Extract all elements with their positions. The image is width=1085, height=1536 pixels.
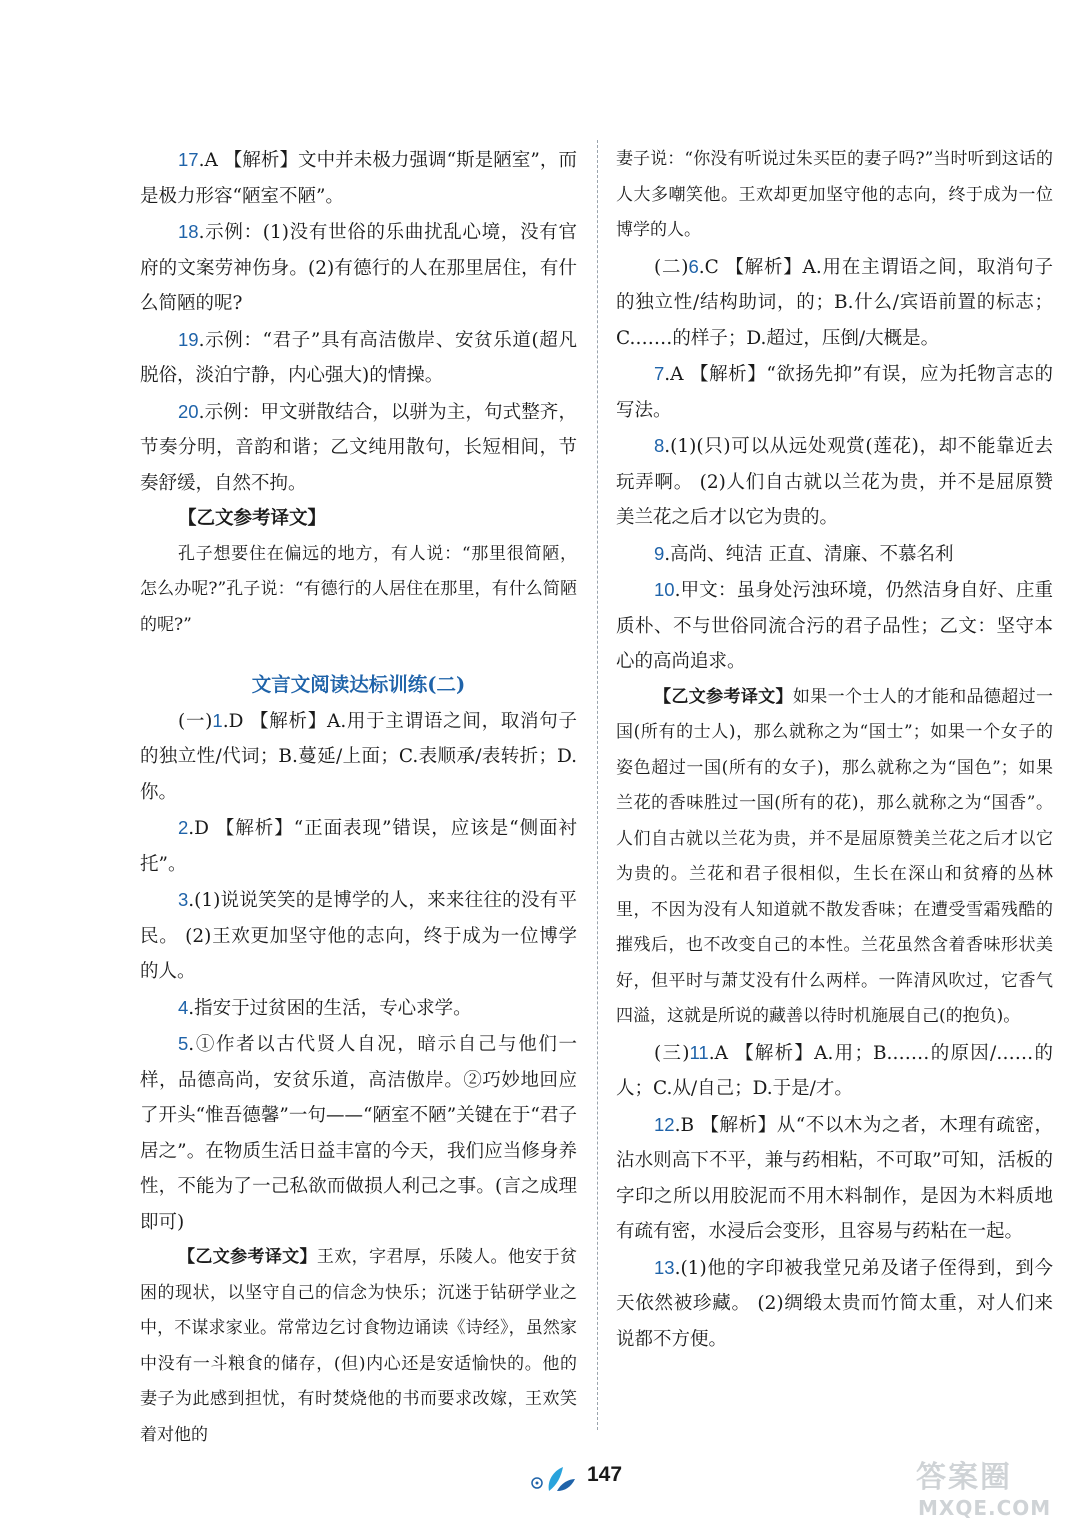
leaf-logo-icon (527, 1463, 577, 1499)
answer-20: 20.示例：甲文骈散结合，以骈为主，句式整齐，节奏分明，音韵和谐；乙文纯用散句，长短相间，节奏舒缓，自然不拘。 (140, 400, 577, 494)
watermark-url: MXQE.COM (918, 1496, 1052, 1520)
answer-4: 4.指安于过贫困的生活，专心求学。 (178, 996, 472, 1019)
answer-19: 19.示例：“君子”具有高洁傲岸、安贫乐道(超凡脱俗，淡泊宁静，内心强大)的情操。 (140, 328, 577, 386)
answer-9: 9.高尚、纯洁 正直、清廉、不慕名利 (654, 542, 954, 565)
answer-12: 12.B 【解析】从“不以木为之者，木理有疏密，沾水则高下不平，兼与药相粘，不可取”可知，活板的字印之所以用胶泥而不用木料制作，是因为木料质地有疏有密，水浸后会变形，且容易与药粘在一起。 (616, 1113, 1053, 1242)
watermark-text: 答案圈 (916, 1460, 1012, 1495)
answer-6: (二)6.C 【解析】A.用在主谓语之间，取消句子的独立性/结构助词，的；B.什么/宾语前置的标志；C.……的样子；D.超过，压倒/大概是。 (616, 255, 1053, 349)
page-number: 147 (587, 1463, 623, 1486)
left-column (140, 142, 577, 1453)
answer-10: 10.甲文：虽身处污浊环境，仍然洁身自好、庄重质朴、不与世俗同流合污的君子品性；乙文：坚守本心的高尚追求。 (616, 579, 1053, 672)
translation-text-2-cont: 妻子说：“你没有听说过朱买臣的妻子吗?”当时听到这话的人大多嘲笑他。王欢却更加坚守他的志向，终于成为一位博学的人。 (616, 149, 1053, 240)
answer-11: (三)11.A 【解析】A.用；B.……的原因/……的人；C.从/自己；D.于是/才。 (616, 1041, 1054, 1099)
right-column (616, 142, 1053, 1357)
column-divider (597, 140, 598, 1430)
translation-text-1: 孔子想要住在偏远的地方，有人说：“那里很简陋，怎么办呢?”孔子说：“有德行的人居住在那里，有什么简陋的呢?” (140, 543, 577, 635)
translation-text-3: 【乙文参考译文】如果一个士人的才能和品德超过一国(所有的士人)，那么就称之为“国士”；如果一个女子的姿色超过一国(所有的女子)，那么就称之为“国色”；如果兰花的香味胜过一国(所有的花)，那么就称之为“国香”。人们自古就以兰花为贵，并不是屈原赞美兰花之后才以它为贵的。兰花和君子很相似，生长在深山和贫瘠的丛林里，不因为没有人知道就不散发香味；在遭受雪霜残酷的摧残后，也不改变自己的本性。兰花虽然含着香味形状美好，但平时与萧艾没有什么两样。一阵清风吹过，它香气四溢，这就是所说的藏善以待时机施展自己(的抱负)。 (616, 686, 1054, 1026)
section-title: 文言文阅读达标训练(二) (251, 673, 466, 696)
translation-title-1: 【乙文参考译文】 (178, 508, 327, 529)
answer-13: 13.(1)他的字印被我堂兄弟及诸子侄得到，到今天依然被珍藏。 (2)绸缎太贵而竹简太重，对人们来说都不方便。 (616, 1256, 1053, 1350)
answer-8: 8.(1)(只)可以从远处观赏(莲花)，却不能靠近去玩弄啊。 (2)人们自古就以兰花为贵，并不是屈原赞美兰花之后才以它为贵的。 (616, 435, 1053, 528)
answer-7: 7.A 【解析】“欲扬先抑”有误，应为托物言志的写法。 (616, 363, 1053, 421)
answer-2: 2.D 【解析】“正面表现”错误，应该是“侧面衬托”。 (140, 817, 577, 875)
answer-1: (一)1.D 【解析】A.用于主谓语之间，取消句子的独立性/代词；B.蔓延/上面；C.表顺承/表转折；D.你。 (140, 709, 577, 803)
answer-17: 17.A 【解析】文中并未极力强调“斯是陋室”，而是极力形容“陋室不陋”。 (140, 149, 577, 207)
answer-18: 18.示例：(1)没有世俗的乐曲扰乱心境，没有官府的文案劳神伤身。(2)有德行的人在那里居住，有什么简陋的呢? (140, 221, 577, 314)
answer-5: 5.①作者以古代贤人自况，暗示自己与他们一样，品德高尚，安贫乐道，高洁傲岸。②巧妙地回应了开头“惟吾德馨”一句——“陋室不陋”关键在于“君子居之”。在物质生活日益丰富的今天，我们应当修身养性，不能为了一己私欲而做损人利己之事。(言之成理即可) (140, 1033, 577, 1233)
watermark (908, 1450, 1078, 1530)
translation-text-2: 【乙文参考译文】王欢，字君厚，乐陵人。他安于贫困的现状，以坚守自己的信念为快乐；沉迷于钻研学业之中，不谋求家业。常常边乞讨食物边诵读《诗经》，虽然家中没有一斗粮食的储存，(但)内心还是安适愉快的。他的妻子为此感到担忧，有时焚烧他的书而要求改嫁，王欢笑着对他的 (140, 1247, 578, 1445)
answer-3: 3.(1)说说笑笑的是博学的人，来来往往的没有平民。 (2)王欢更加坚守他的志向，终于成为一位博学的人。 (140, 889, 577, 982)
